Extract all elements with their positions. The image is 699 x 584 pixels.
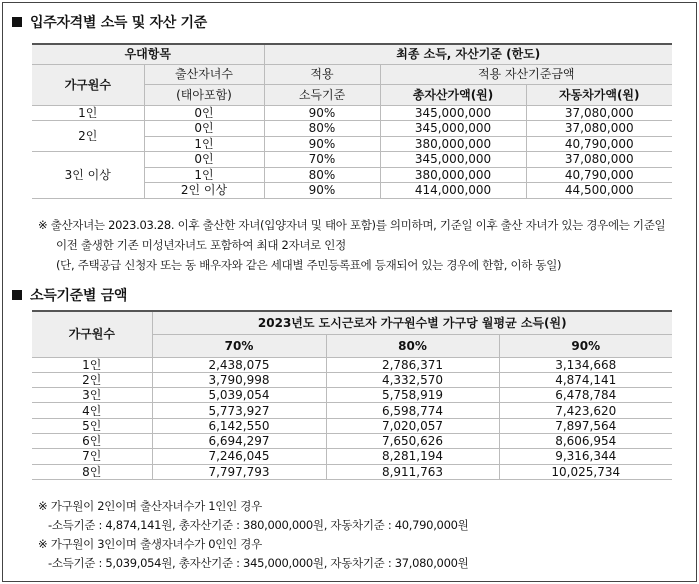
v80-cell: 8,281,194: [326, 449, 499, 464]
newborn-cell: 0인: [144, 105, 264, 121]
v90-cell: 7,423,620: [499, 403, 672, 418]
household-cell: 3인 이상: [32, 152, 144, 199]
col-newborn-line1: 출산자녀수: [144, 64, 264, 84]
household-cell: 7인: [32, 449, 152, 464]
header-group: 2023년도 도시근로자 가구원수별 가구당 월평균 소득(원): [152, 311, 672, 334]
v80-cell: 7,020,057: [326, 418, 499, 433]
square-bullet-icon: [12, 17, 22, 27]
v70-cell: 7,797,793: [152, 464, 326, 479]
col-70: 70%: [152, 334, 326, 357]
newborn-cell: 0인: [144, 152, 264, 168]
table-row: [32, 357, 672, 372]
v70-cell: 6,694,297: [152, 433, 326, 448]
ratio-cell: 90%: [264, 183, 380, 199]
table-row: [32, 464, 672, 479]
ratio-cell: 80%: [264, 167, 380, 183]
newborn-cell: 1인: [144, 136, 264, 152]
asset-cell: 345,000,000: [380, 152, 526, 168]
v70-cell: 6,142,550: [152, 418, 326, 433]
table-row: [32, 372, 672, 387]
table-row: [32, 121, 672, 137]
v80-cell: 6,598,774: [326, 403, 499, 418]
v90-cell: 4,874,141: [499, 372, 672, 387]
table-row: [32, 152, 672, 168]
col-newborn-line2: (태아포함): [144, 84, 264, 105]
car-cell: 44,500,000: [526, 183, 672, 199]
example1-detail: -소득기준 : 4,874,141원, 총자산기준 : 380,000,000원, 자동차기준 : 40,790,000원: [48, 518, 469, 532]
car-cell: 40,790,000: [526, 136, 672, 152]
asset-cell: 345,000,000: [380, 121, 526, 137]
v90-cell: 8,606,954: [499, 433, 672, 448]
v90-cell: 9,316,344: [499, 449, 672, 464]
household-cell: 6인: [32, 433, 152, 448]
newborn-note-line2: 이전 출생한 기존 미성년자녀도 포함하여 최대 2자녀로 인정: [56, 238, 346, 252]
table-row: [32, 105, 672, 121]
v80-cell: 4,332,570: [326, 372, 499, 387]
income-asset-table: [32, 43, 672, 199]
section1-heading: [12, 12, 207, 32]
v90-cell: 7,897,564: [499, 418, 672, 433]
household-cell: 1인: [32, 105, 144, 121]
col-ratio-line1: 적용: [264, 64, 380, 84]
asset-cell: 345,000,000: [380, 105, 526, 121]
v80-cell: 2,786,371: [326, 357, 499, 372]
col-80: 80%: [326, 334, 499, 357]
newborn-cell: 1인: [144, 167, 264, 183]
car-cell: 37,080,000: [526, 121, 672, 137]
car-cell: 37,080,000: [526, 105, 672, 121]
household-cell: 8인: [32, 464, 152, 479]
household-cell: 5인: [32, 418, 152, 433]
header-priority: 우대항목: [32, 44, 264, 64]
household-cell: 1인: [32, 357, 152, 372]
table-row: [32, 433, 672, 448]
v80-cell: 8,911,763: [326, 464, 499, 479]
v90-cell: 3,134,668: [499, 357, 672, 372]
section1-title: 입주자격별 소득 및 자산 기준: [30, 15, 207, 31]
v90-cell: 6,478,784: [499, 388, 672, 403]
newborn-note-line3: (단, 주택공급 신청자 또는 동 배우자와 같은 세대별 주민등록표에 등재되어 있는 경우에 한함, 이하 동일): [56, 258, 562, 272]
table-row: [32, 449, 672, 464]
v70-cell: 7,246,045: [152, 449, 326, 464]
v70-cell: 5,039,054: [152, 388, 326, 403]
asset-cell: 414,000,000: [380, 183, 526, 199]
v70-cell: 3,790,998: [152, 372, 326, 387]
square-bullet-icon: [12, 290, 22, 300]
col-asset-group: 적용 자산기준금액: [380, 64, 672, 84]
col-90: 90%: [499, 334, 672, 357]
v90-cell: 10,025,734: [499, 464, 672, 479]
ratio-cell: 90%: [264, 105, 380, 121]
section2-title: 소득기준별 금액: [30, 288, 128, 304]
col-household: 가구원수: [32, 311, 152, 357]
asset-cell: 380,000,000: [380, 167, 526, 183]
col-household: 가구원수: [32, 64, 144, 105]
asset-cell: 380,000,000: [380, 136, 526, 152]
table-row: [32, 403, 672, 418]
v70-cell: 5,773,927: [152, 403, 326, 418]
col-car: 자동차가액(원): [526, 84, 672, 105]
section2-heading: [12, 285, 127, 305]
v80-cell: 5,758,919: [326, 388, 499, 403]
header-final: 최종 소득, 자산기준 (한도): [264, 44, 672, 64]
car-cell: 37,080,000: [526, 152, 672, 168]
col-total-asset: 총자산가액(원): [380, 84, 526, 105]
newborn-cell: 2인 이상: [144, 183, 264, 199]
car-cell: 40,790,000: [526, 167, 672, 183]
household-cell: 2인: [32, 372, 152, 387]
table-row: [32, 418, 672, 433]
income-amount-table: [32, 310, 672, 480]
col-ratio-line2: 소득기준: [264, 84, 380, 105]
ratio-cell: 80%: [264, 121, 380, 137]
ratio-cell: 70%: [264, 152, 380, 168]
example1-title: ※ 가구원이 2인이며 출산자녀수가 1인인 경우: [38, 499, 262, 513]
v70-cell: 2,438,075: [152, 357, 326, 372]
example2-detail: -소득기준 : 5,039,054원, 총자산기준 : 345,000,000원, 자동차기준 : 37,080,000원: [48, 556, 469, 570]
ratio-cell: 90%: [264, 136, 380, 152]
table-row: [32, 388, 672, 403]
newborn-cell: 0인: [144, 121, 264, 137]
household-cell: 4인: [32, 403, 152, 418]
v80-cell: 7,650,626: [326, 433, 499, 448]
newborn-note-line1: ※ 출산자녀는 2023.03.28. 이후 출산한 자녀(입양자녀 및 태아 포함)를 의미하며, 기준일 이후 출산 자녀가 있는 경우에는 기준일: [38, 218, 666, 232]
household-cell: 3인: [32, 388, 152, 403]
household-cell: 2인: [32, 121, 144, 152]
example2-title: ※ 가구원이 3인이며 출생자녀수가 0인인 경우: [38, 537, 262, 551]
